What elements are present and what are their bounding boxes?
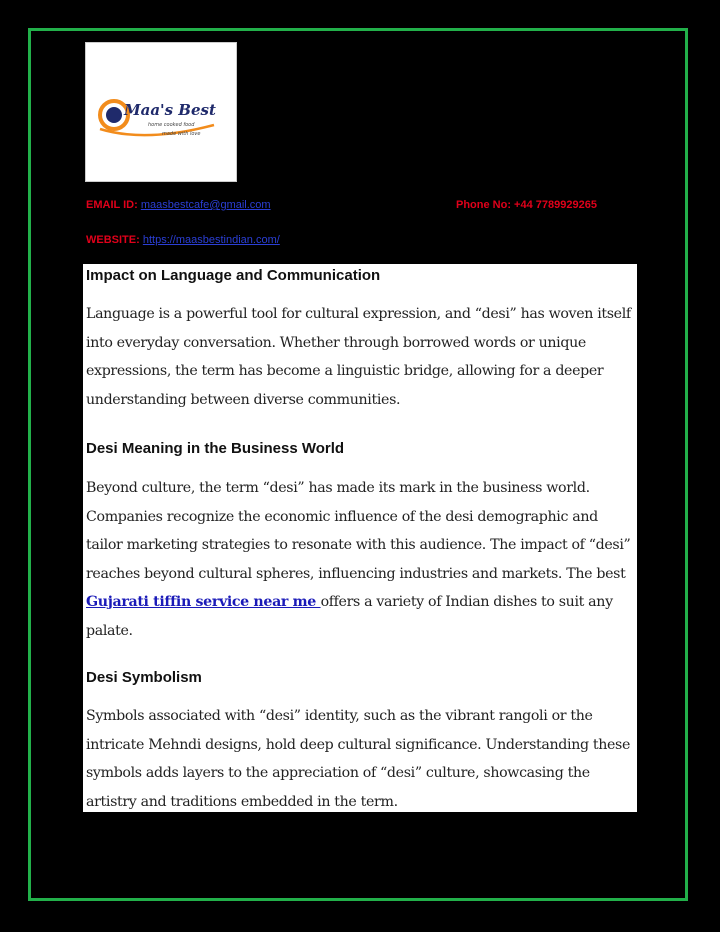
article-content (83, 264, 637, 812)
logo-tagline-1: home cooked food (148, 122, 195, 128)
section-heading-language: Impact on Language and Communication (86, 267, 381, 284)
email-label: EMAIL ID: (86, 199, 138, 211)
business-text-before-link: Beyond culture, the term “desi” has made its mark in the business world. Companies recognize the economic influence of the desi demographic and tailor marketing strategies to resonate with this audience. The impact of “desi” reaches beyond cultural spheres, influencing industries and markets. The best (86, 480, 631, 582)
phone-number: Phone No: +44 7789929265 (456, 199, 597, 211)
email-link[interactable]: maasbestcafe@gmail.com (140, 199, 271, 211)
section-body-symbolism: Symbols associated with “desi” identity, such as the vibrant rangoli or the intricate Mehndi designs, hold deep cultural significance. Understanding these symbols adds layers to the appreciation of “desi” culture, showcasing the artistry and traditions embedded in the term. (86, 708, 631, 810)
logo-tagline-2: made with love (162, 131, 201, 137)
website-link[interactable]: https://maasbestindian.com/ (142, 234, 280, 246)
logo-brand-text: Maa's Best (124, 101, 216, 119)
website-row (86, 234, 280, 246)
section-body-business (86, 474, 636, 646)
section-heading-symbolism: Desi Symbolism (86, 669, 202, 686)
email-row (86, 199, 271, 211)
website-label: WEBSITE: (86, 234, 140, 246)
section-body-language: Language is a powerful tool for cultural expression, and “desi” has woven itself into everyday conversation. Whether through borrowed words or unique expressions, the term has become a linguistic bridge, allowing for a deeper understanding between diverse communities. (86, 306, 631, 408)
business-text-after-link: offers a variety of Indian dishes to suit any palate. (86, 594, 613, 639)
section-heading-business: Desi Meaning in the Business World (86, 440, 345, 457)
gujarati-tiffin-link[interactable]: Gujarati tiffin service near me (86, 594, 321, 611)
brand-logo (85, 42, 237, 182)
